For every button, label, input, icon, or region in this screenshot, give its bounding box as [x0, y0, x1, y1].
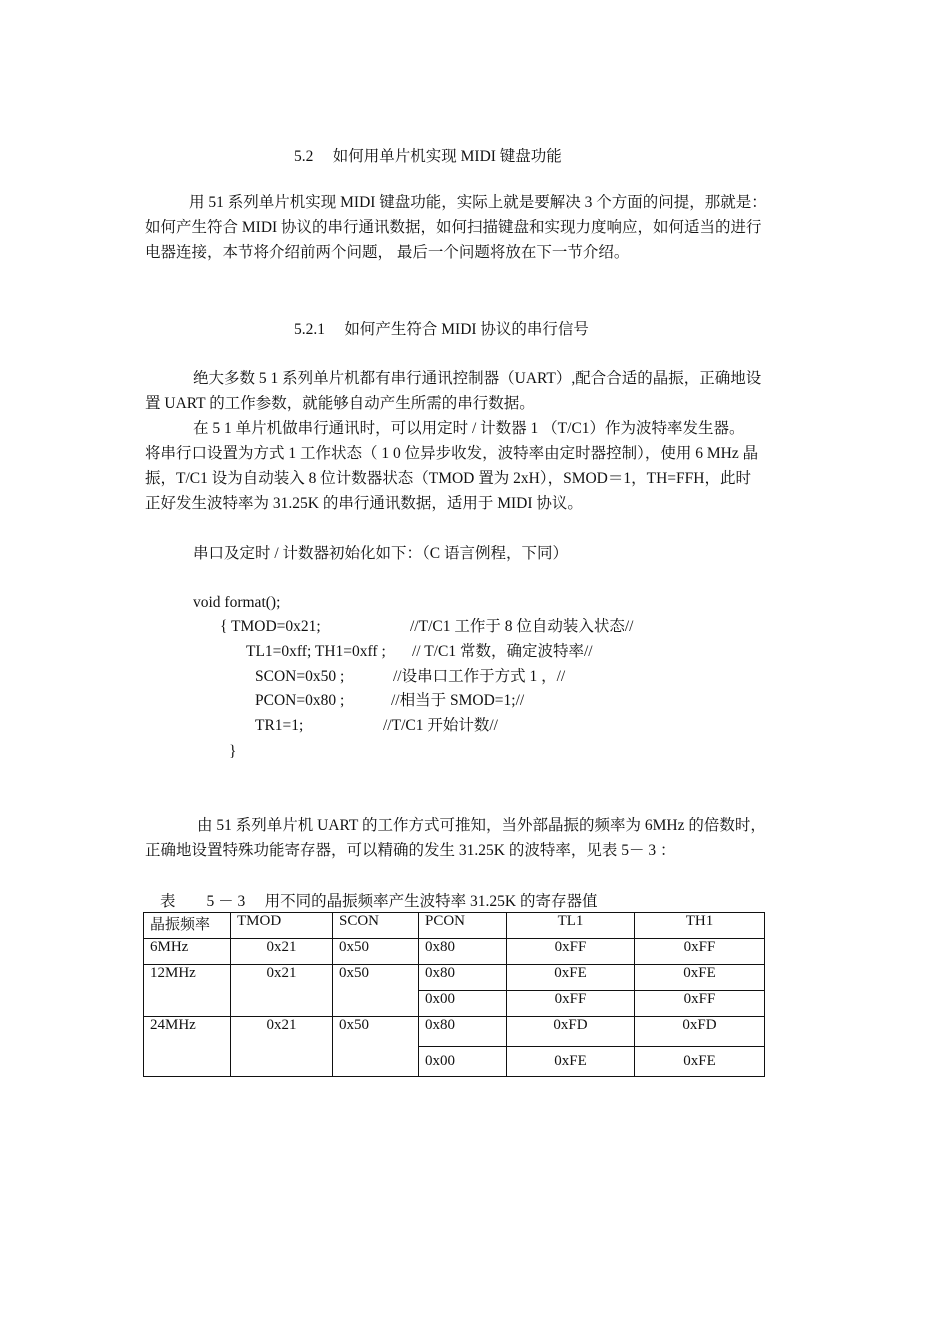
- text-line: 绝大多数 5 1 系列单片机都有串行通讯控制器（UART）,配合合适的晶振，正确地设: [193, 370, 762, 387]
- code-line: PCON=0x80 ;: [255, 692, 345, 709]
- table-cell: 0x00: [419, 991, 507, 1017]
- section-number: 5.2: [294, 148, 314, 165]
- body-paragraph-1: [145, 366, 810, 516]
- body-paragraph-2: [145, 813, 810, 863]
- table-cell: 0xFE: [635, 965, 765, 991]
- table-cell: 0xFF: [635, 991, 765, 1017]
- text-line: 在 5 1 单片机做串行通讯时，可以用定时 / 计数器 1 （T/C1）作为波特率发生器。: [193, 420, 745, 437]
- table-cell: 0xFF: [635, 939, 765, 965]
- header-cell: TMOD: [231, 913, 333, 939]
- code-comment: // T/C1 常数，确定波特率//: [412, 643, 593, 660]
- table-header-row: [144, 913, 765, 939]
- section-number: 5.2.1: [294, 321, 325, 338]
- text-line: 置 UART 的工作参数，就能够自动产生所需的串行数据。: [145, 395, 535, 412]
- header-cell: TL1: [507, 913, 635, 939]
- table-cell: 0x80: [419, 1017, 507, 1047]
- table-cell: 0x21: [231, 965, 333, 1017]
- code-close-brace: }: [229, 743, 237, 760]
- table-cell: 0xFD: [635, 1017, 765, 1047]
- text-line: 用 51 系列单片机实现 MIDI 键盘功能，实际上就是要解决 3 个方面的问提，那就是：: [189, 194, 767, 211]
- table-cell: 0x50: [333, 939, 419, 965]
- text-line: 如何产生符合 MIDI 协议的串行通讯数据，如何扫描键盘和实现力度响应，如何适当的进行: [145, 219, 762, 236]
- code-comment: //T/C1 开始计数//: [383, 717, 498, 734]
- table-cell: 0x21: [231, 1017, 333, 1077]
- table-cell: 6MHz: [144, 939, 231, 965]
- header-cell: 晶振频率: [144, 913, 231, 939]
- section-5-2-heading: [294, 144, 562, 166]
- code-line: TR1=1;: [255, 717, 304, 734]
- code-line: TL1=0xff; TH1=0xff ;: [246, 643, 386, 660]
- table-cell: 0xFE: [507, 1047, 635, 1077]
- text-line: 电器连接，本节将介绍前两个问题， 最后一个问题将放在下一节介绍。: [145, 244, 630, 261]
- code-comment: //T/C1 工作于 8 位自动装入状态//: [410, 618, 634, 635]
- text-line: 正好发生波特率为 31.25K 的串行通讯数据，适用于 MIDI 协议。: [145, 495, 583, 512]
- section-title: 如何用单片机实现 MIDI 键盘功能: [332, 148, 562, 165]
- table-cell: 24MHz: [144, 1017, 231, 1077]
- table-cell: 0x50: [333, 965, 419, 1017]
- section-5-2-1-heading: [294, 317, 589, 339]
- table-cell: 0x50: [333, 1017, 419, 1077]
- code-comment: //相当于 SMOD=1;//: [391, 692, 525, 709]
- table-cell: 0x80: [419, 965, 507, 991]
- table-cell: 0xFF: [507, 991, 635, 1017]
- text-line: 将串行口设置为方式 1 工作状态（ 1 0 位异步收发，波特率由定时器控制），使用 6 MHz 晶: [145, 445, 759, 462]
- header-cell: TH1: [635, 913, 765, 939]
- register-table: [143, 912, 765, 1077]
- text-line: 振，T/C1 设为自动装入 8 位计数器状态（TMOD 置为 2xH），SMOD＝1，TH=FFH，此时: [145, 470, 751, 487]
- table-cell: 0x00: [419, 1047, 507, 1077]
- table-cell: 0xFF: [507, 939, 635, 965]
- section-title: 如何产生符合 MIDI 协议的串行信号: [344, 321, 589, 338]
- table-cell: 0x21: [231, 939, 333, 965]
- code-comment: //设串口工作于方式 1 ，//: [393, 668, 566, 685]
- table-cell: 0xFD: [507, 1017, 635, 1047]
- table-cell: 0x80: [419, 939, 507, 965]
- code-line: SCON=0x50 ;: [255, 668, 345, 685]
- header-cell: SCON: [333, 913, 419, 939]
- table-caption: 表 5 － 3 用不同的晶振频率产生波特率 31.25K 的寄存器值: [160, 893, 598, 910]
- code-func: void format();: [193, 594, 281, 611]
- header-cell: PCON: [419, 913, 507, 939]
- text-line: 正确地设置特殊功能寄存器，可以精确的发生 31.25K 的波特率，见表 5－ 3 ：: [145, 842, 676, 859]
- table-cell: 0xFE: [507, 965, 635, 991]
- table-row: [144, 939, 765, 965]
- table-cell: 12MHz: [144, 965, 231, 1017]
- code-line: { TMOD=0x21;: [220, 618, 321, 635]
- intro-paragraph: [145, 190, 810, 265]
- text-line: 由 51 系列单片机 UART 的工作方式可推知，当外部晶振的频率为 6MHz 的倍数时，: [197, 817, 766, 834]
- table-row: [144, 1017, 765, 1047]
- table-cell: 0xFE: [635, 1047, 765, 1077]
- init-intro: 串口及定时 / 计数器初始化如下：（C 语言例程，下同）: [193, 545, 569, 562]
- table-row: [144, 965, 765, 991]
